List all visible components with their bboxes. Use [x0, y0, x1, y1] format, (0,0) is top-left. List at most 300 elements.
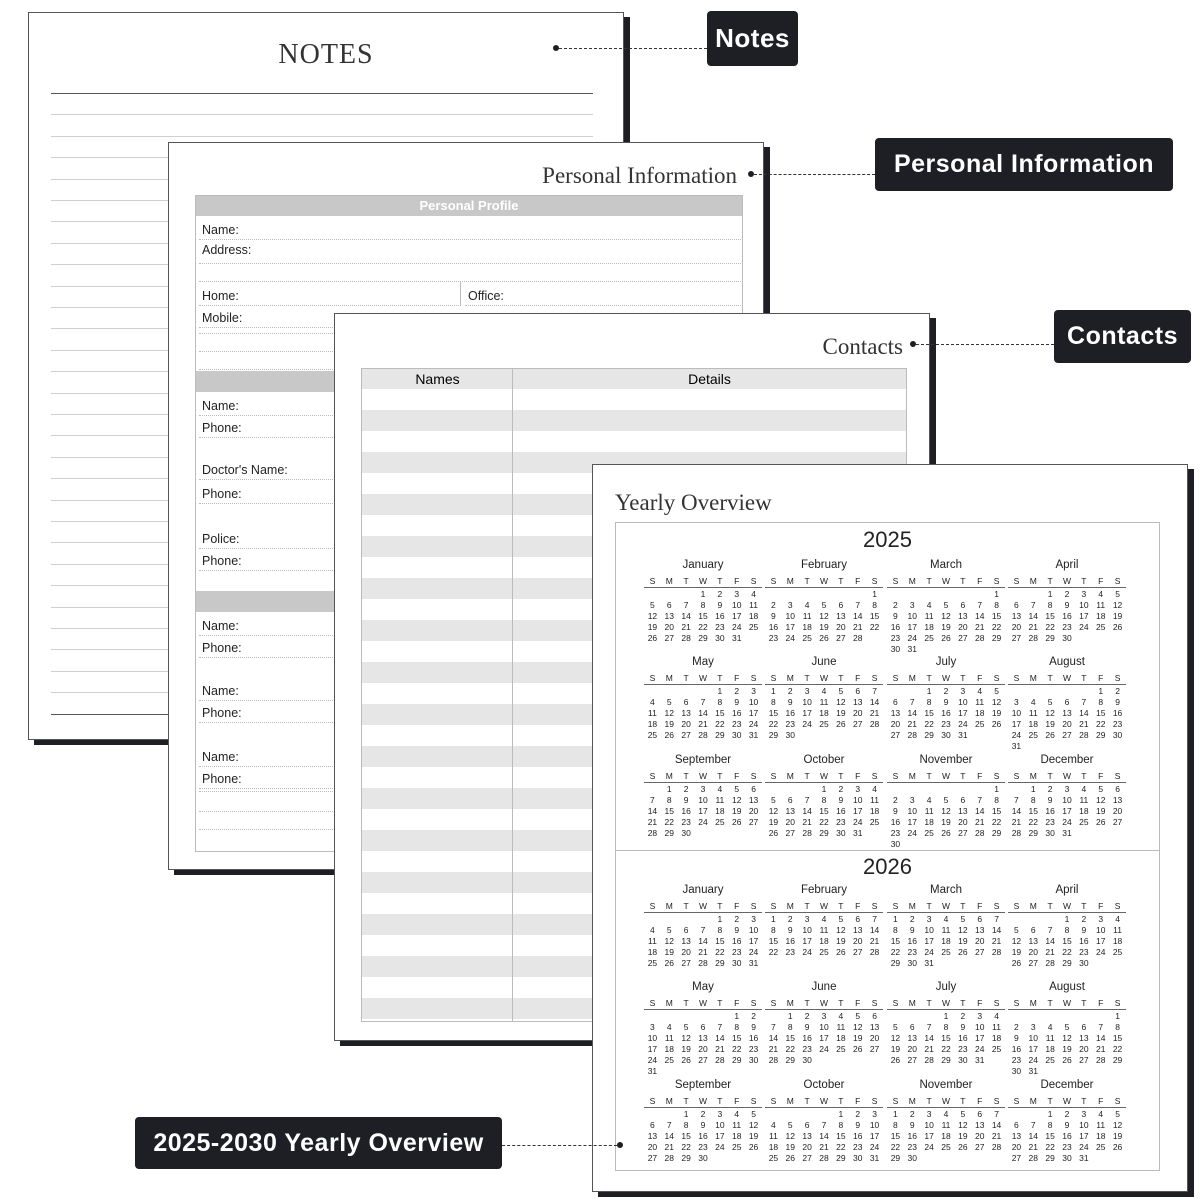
day-cell: 2 [717, 589, 723, 599]
day-cell: 19 [836, 936, 846, 946]
weekday-header: W [1059, 771, 1076, 783]
weekday-header: T [1042, 673, 1059, 685]
day-cell: 11 [732, 1120, 742, 1130]
day-cell: 17 [924, 1131, 934, 1141]
day-cell: 20 [681, 719, 691, 729]
day-cell: 8 [787, 1022, 793, 1032]
day-cell: 3 [909, 795, 915, 805]
day-cell: 5 [994, 686, 999, 696]
day-cell: 3 [1014, 697, 1019, 707]
day-cell: 9 [787, 697, 793, 707]
day-cell: 15 [1045, 1131, 1055, 1141]
day-cell: 9 [893, 611, 898, 621]
day-cell: 24 [748, 947, 759, 957]
day-cell: 31 [869, 1153, 880, 1163]
month-day-grid [887, 771, 1005, 850]
month-day-grid [644, 576, 762, 644]
day-cell: 30 [836, 828, 846, 838]
day-cell: 11 [819, 925, 829, 935]
day-cell: 7 [994, 914, 999, 924]
day-cell: 6 [855, 686, 861, 696]
day-cell: 29 [1062, 958, 1072, 968]
weekday-header: T [954, 771, 971, 783]
day-cell: 18 [647, 719, 658, 729]
day-cell: 15 [715, 936, 725, 946]
blank-cell [971, 589, 988, 600]
day-cell: 13 [836, 611, 846, 621]
day-cell: 26 [748, 1142, 759, 1152]
day-cell: 11 [924, 611, 934, 621]
day-cell: 6 [977, 1109, 983, 1119]
month-day-grid [765, 1096, 883, 1164]
day-cell: 15 [1112, 1033, 1123, 1043]
day-cell: 5 [960, 914, 966, 924]
blank-cell [904, 1011, 921, 1022]
day-cell: 4 [1115, 914, 1120, 924]
weekday-header: M [782, 1096, 799, 1108]
day-cell: 23 [1062, 622, 1072, 632]
day-cell: 4 [821, 686, 827, 696]
day-cell: 25 [748, 622, 759, 632]
weekday-header: S [745, 1096, 762, 1108]
day-cell: 28 [768, 1055, 779, 1065]
day-cell: 27 [785, 828, 795, 838]
weekday-header: S [745, 771, 762, 783]
contact-row [362, 431, 906, 452]
day-cell: 6 [838, 600, 844, 610]
day-cell: 24 [924, 947, 934, 957]
weekday-header: T [799, 998, 816, 1010]
weekday-header: F [728, 901, 745, 913]
day-cell: 27 [869, 1044, 880, 1054]
day-cell: 21 [1028, 1142, 1038, 1152]
day-cell: 5 [821, 600, 827, 610]
day-cell: 28 [907, 730, 917, 740]
day-cell: 22 [991, 817, 1002, 827]
day-cell: 1 [1030, 784, 1036, 794]
weekday-header: W [695, 576, 712, 588]
day-cell: 8 [943, 1022, 949, 1032]
day-cell: 13 [647, 1131, 658, 1141]
year-block-2025 [616, 523, 1159, 849]
weekday-header: T [832, 771, 849, 783]
field-mobile-label: Mobile: [202, 311, 243, 325]
day-cell: 23 [785, 719, 795, 729]
day-cell: 2 [1081, 914, 1087, 924]
weekday-header: F [1092, 998, 1109, 1010]
day-cell: 19 [664, 947, 674, 957]
notes-title: NOTES [278, 39, 374, 70]
day-cell: 22 [941, 1044, 951, 1054]
blank-cell [921, 589, 938, 600]
day-cell: 8 [893, 925, 898, 935]
day-cell: 5 [838, 686, 844, 696]
day-cell: 13 [852, 697, 863, 707]
day-cell: 20 [698, 1044, 708, 1054]
field-phone-label: Phone: [202, 554, 242, 568]
day-cell: 30 [852, 1153, 863, 1163]
column-divider [512, 369, 513, 1021]
day-cell: 21 [715, 1044, 725, 1054]
day-cell: 25 [991, 1044, 1002, 1054]
day-cell: 13 [748, 795, 759, 805]
day-cell: 1 [1064, 914, 1070, 924]
day-cell: 10 [1079, 600, 1089, 610]
day-cell: 18 [731, 1131, 742, 1141]
day-cell: 19 [958, 936, 968, 946]
day-cell: 17 [1062, 806, 1072, 816]
weekday-header: T [678, 576, 695, 588]
day-cell: 25 [1045, 1055, 1055, 1065]
notes-callout: Notes [707, 11, 798, 66]
month-calendar [887, 884, 1005, 969]
blank-cell [711, 1011, 728, 1022]
day-cell: 1 [771, 686, 776, 696]
day-cell: 4 [838, 1011, 844, 1021]
day-cell: 12 [991, 697, 1002, 707]
day-cell: 26 [731, 817, 742, 827]
day-cell: 28 [869, 719, 880, 729]
day-cell: 13 [974, 925, 985, 935]
day-cell: 5 [751, 1109, 756, 1119]
day-cell: 22 [785, 1044, 795, 1054]
weekday-header: T [1075, 998, 1092, 1010]
day-cell: 9 [1115, 697, 1120, 707]
day-cell: 11 [870, 795, 879, 805]
day-cell: 28 [647, 828, 658, 838]
day-cell: 16 [731, 936, 742, 946]
day-cell: 23 [1079, 947, 1089, 957]
weekday-header: S [1008, 673, 1025, 685]
day-cell: 3 [1030, 1022, 1036, 1032]
day-cell: 19 [731, 806, 742, 816]
day-cell: 19 [748, 1131, 759, 1141]
day-cell: 11 [836, 1022, 846, 1032]
field-line [199, 281, 741, 282]
day-cell: 20 [1112, 806, 1123, 816]
day-cell: 27 [958, 633, 968, 643]
month-name: July [935, 981, 957, 993]
day-cell: 4 [1047, 1022, 1053, 1032]
weekday-header: T [832, 1096, 849, 1108]
day-cell: 31 [907, 644, 917, 654]
day-cell: 5 [734, 784, 740, 794]
day-cell: 24 [819, 1044, 829, 1054]
day-cell: 4 [926, 600, 932, 610]
day-cell: 17 [1011, 719, 1022, 729]
day-cell: 21 [1011, 817, 1022, 827]
day-cell: 10 [802, 925, 812, 935]
day-cell: 29 [1045, 1153, 1055, 1163]
personal-information-title: Personal Information [542, 163, 737, 188]
day-cell: 27 [1028, 958, 1038, 968]
day-cell: 8 [1115, 1022, 1120, 1032]
day-cell: 27 [681, 730, 691, 740]
day-cell: 12 [836, 925, 846, 935]
day-cell: 25 [802, 633, 812, 643]
day-cell: 26 [819, 633, 829, 643]
day-cell: 29 [1045, 633, 1055, 643]
day-cell: 25 [1079, 817, 1089, 827]
field-phone-label: Phone: [202, 487, 242, 501]
day-cell: 30 [698, 1153, 708, 1163]
month-day-grid [644, 673, 762, 741]
day-cell: 23 [1062, 1142, 1072, 1152]
day-cell: 3 [717, 1109, 723, 1119]
day-cell: 29 [1095, 730, 1106, 740]
day-cell: 3 [1064, 784, 1070, 794]
day-cell: 27 [907, 1055, 917, 1065]
day-cell: 16 [698, 1131, 708, 1141]
day-cell: 15 [991, 611, 1002, 621]
day-cell: 3 [804, 686, 810, 696]
day-cell: 1 [821, 784, 827, 794]
day-cell: 9 [734, 697, 740, 707]
weekday-header: F [849, 998, 866, 1010]
day-cell: 8 [872, 600, 877, 610]
day-cell: 8 [821, 795, 827, 805]
contacts-header-row [362, 369, 906, 390]
day-cell: 21 [924, 1044, 934, 1054]
day-cell: 25 [647, 958, 658, 968]
month-name: April [1055, 884, 1079, 896]
month-name: June [811, 981, 837, 993]
weekday-header: S [745, 901, 762, 913]
field-address-label: Address: [202, 243, 252, 257]
day-cell: 9 [700, 1120, 706, 1130]
day-cell: 7 [926, 1022, 932, 1032]
day-cell: 5 [1115, 589, 1120, 599]
day-cell: 23 [907, 1142, 917, 1152]
weekday-header: T [711, 901, 728, 913]
day-cell: 7 [977, 600, 983, 610]
day-cell: 4 [717, 784, 723, 794]
day-cell: 16 [941, 708, 951, 718]
month-name: November [919, 754, 973, 766]
day-cell: 27 [1079, 1055, 1089, 1065]
day-cell: 12 [890, 1033, 901, 1043]
day-cell: 6 [855, 914, 861, 924]
weekday-header: T [711, 998, 728, 1010]
day-cell: 16 [907, 1131, 917, 1141]
day-cell: 10 [802, 697, 812, 707]
blank-cell [887, 589, 904, 600]
day-cell: 1 [734, 1011, 740, 1021]
day-cell: 21 [802, 817, 812, 827]
day-cell: 30 [1062, 633, 1072, 643]
day-cell: 27 [698, 1055, 708, 1065]
day-cell: 21 [647, 817, 658, 827]
day-cell: 13 [785, 806, 795, 816]
day-cell: 15 [731, 1033, 742, 1043]
day-cell: 16 [1062, 611, 1072, 621]
day-cell: 8 [1047, 600, 1053, 610]
blank-cell [782, 589, 799, 600]
day-cell: 3 [821, 1011, 827, 1021]
weekday-header: M [782, 673, 799, 685]
day-cell: 21 [991, 936, 1002, 946]
weekday-header: S [1008, 771, 1025, 783]
weekday-header: T [711, 673, 728, 685]
day-cell: 10 [1079, 1120, 1089, 1130]
blank-cell [644, 914, 661, 925]
day-cell: 4 [943, 1109, 949, 1119]
day-cell: 30 [731, 730, 742, 740]
day-cell: 11 [819, 697, 829, 707]
weekday-header: T [921, 901, 938, 913]
month-name: February [800, 884, 848, 896]
day-cell: 23 [768, 633, 779, 643]
day-cell: 7 [650, 795, 655, 805]
day-cell: 3 [804, 914, 810, 924]
day-cell: 17 [802, 708, 812, 718]
day-cell: 26 [664, 958, 674, 968]
weekday-header: W [816, 998, 833, 1010]
day-cell: 15 [785, 1033, 795, 1043]
day-cell: 4 [804, 600, 810, 610]
day-cell: 2 [909, 914, 915, 924]
blank-cell [1042, 914, 1059, 925]
day-cell: 26 [1095, 817, 1106, 827]
day-cell: 17 [974, 1033, 985, 1043]
weekday-header: W [1059, 673, 1076, 685]
day-cell: 9 [734, 925, 740, 935]
blank-cell [678, 914, 695, 925]
day-cell: 2 [1115, 686, 1120, 696]
day-cell: 14 [852, 611, 863, 621]
day-cell: 21 [991, 1131, 1002, 1141]
day-cell: 9 [960, 1022, 966, 1032]
blank-cell [644, 589, 661, 600]
weekday-header: T [832, 673, 849, 685]
day-cell: 27 [852, 947, 863, 957]
day-cell: 30 [681, 828, 691, 838]
day-cell: 23 [802, 1044, 812, 1054]
day-cell: 29 [768, 730, 779, 740]
day-cell: 17 [785, 622, 795, 632]
day-cell: 31 [1062, 828, 1072, 838]
weekday-header: S [1109, 771, 1126, 783]
day-cell: 10 [1062, 795, 1072, 805]
day-cell: 3 [1098, 914, 1104, 924]
day-cell: 5 [666, 925, 672, 935]
day-cell: 28 [681, 633, 691, 643]
day-cell: 2 [1064, 589, 1070, 599]
day-cell: 11 [1079, 795, 1089, 805]
weekday-header: S [1008, 1096, 1025, 1108]
day-cell: 4 [994, 1011, 999, 1021]
blank-cell [644, 1109, 661, 1120]
day-cell: 11 [802, 611, 812, 621]
month-name: August [1049, 656, 1085, 668]
day-cell: 28 [802, 828, 812, 838]
day-cell: 13 [664, 611, 674, 621]
day-cell: 18 [836, 1033, 846, 1043]
weekday-header: S [1109, 576, 1126, 588]
day-cell: 14 [1028, 611, 1038, 621]
day-cell: 13 [1079, 1033, 1089, 1043]
day-cell: 14 [698, 708, 708, 718]
weekday-header: S [1008, 576, 1025, 588]
weekday-header: S [1008, 998, 1025, 1010]
day-cell: 6 [666, 600, 672, 610]
day-cell: 17 [647, 1044, 658, 1054]
blank-cell [1008, 784, 1025, 795]
blank-cell [938, 784, 955, 795]
day-cell: 21 [974, 622, 985, 632]
day-cell: 3 [787, 600, 793, 610]
day-cell: 19 [1062, 1044, 1072, 1054]
weekday-header: S [866, 1096, 883, 1108]
weekday-header: T [954, 576, 971, 588]
day-cell: 5 [1064, 1022, 1070, 1032]
weekday-header: W [695, 1096, 712, 1108]
weekday-header: M [904, 576, 921, 588]
day-cell: 21 [869, 708, 880, 718]
day-cell: 26 [1112, 1142, 1123, 1152]
weekday-header: S [988, 1096, 1005, 1108]
day-cell: 22 [681, 1142, 691, 1152]
day-cell: 16 [785, 936, 795, 946]
day-cell: 7 [855, 600, 861, 610]
day-cell: 16 [907, 936, 917, 946]
day-cell: 6 [751, 784, 756, 794]
ruled-line [51, 136, 593, 137]
blank-cell [1075, 686, 1092, 697]
weekday-header: S [644, 901, 661, 913]
contact-row [362, 389, 906, 410]
month-name: September [674, 1079, 732, 1091]
day-cell: 16 [836, 806, 846, 816]
day-cell: 25 [869, 817, 880, 827]
day-cell: 29 [991, 633, 1002, 643]
day-cell: 9 [771, 611, 776, 621]
day-cell: 10 [1095, 925, 1106, 935]
month-day-grid [1008, 771, 1126, 839]
personal-information-callout: Personal Information [875, 138, 1173, 191]
day-cell: 6 [787, 795, 793, 805]
month-day-grid [644, 998, 762, 1077]
weekday-header: M [904, 998, 921, 1010]
day-cell: 18 [768, 1142, 779, 1152]
day-cell: 24 [802, 719, 812, 729]
day-cell: 22 [1045, 622, 1055, 632]
day-cell: 18 [1095, 1131, 1106, 1141]
day-cell: 7 [1098, 1022, 1104, 1032]
weekday-header: T [711, 576, 728, 588]
month-day-grid [887, 673, 1005, 741]
weekday-header: W [816, 673, 833, 685]
weekday-header: M [1025, 998, 1042, 1010]
blank-cell [1059, 1011, 1076, 1022]
day-cell: 7 [771, 1022, 776, 1032]
weekday-header: T [1042, 998, 1059, 1010]
day-cell: 29 [715, 958, 725, 968]
day-cell: 24 [1079, 622, 1089, 632]
day-cell: 31 [1079, 1153, 1089, 1163]
weekday-header: W [938, 1096, 955, 1108]
day-cell: 6 [1064, 697, 1070, 707]
day-cell: 6 [960, 600, 966, 610]
day-cell: 13 [802, 1131, 812, 1141]
weekday-header: M [904, 901, 921, 913]
weekday-header: W [816, 1096, 833, 1108]
field-name-label: Name: [202, 619, 239, 633]
weekday-header: W [1059, 901, 1076, 913]
day-cell: 8 [1098, 697, 1104, 707]
weekday-header: S [765, 901, 782, 913]
day-cell: 5 [787, 1120, 793, 1130]
